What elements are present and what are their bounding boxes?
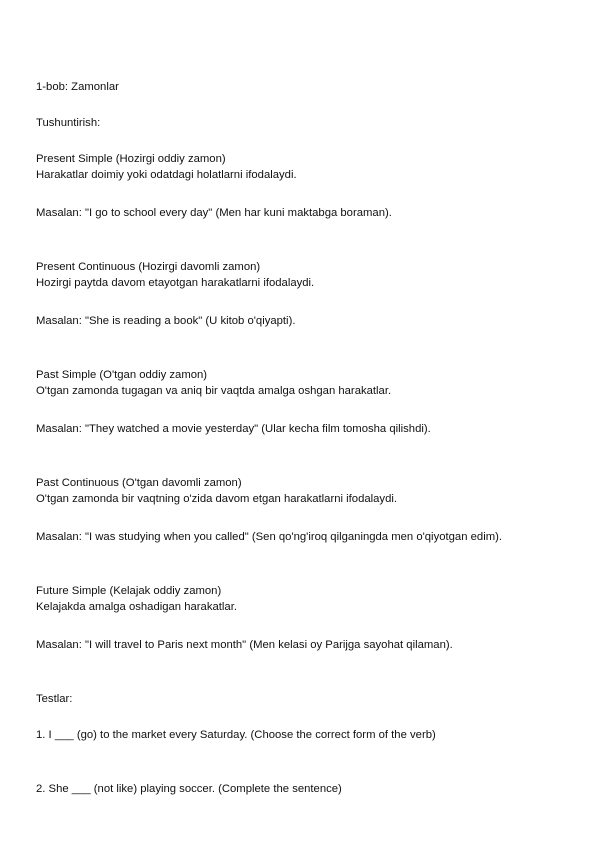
test-question: 2. She ___ (not like) playing soccer. (Complete the sentence) bbox=[36, 783, 342, 795]
tense-example: Masalan: "I was studying when you called" (Sen qo'ng'iroq qilganingda men o'qiyotgan edim). bbox=[36, 531, 503, 543]
tense-name: Present Continuous (Hozirgi davomli zamon) bbox=[36, 261, 261, 273]
tense-example: Masalan: "She is reading a book" (U kitob o'qiyapti). bbox=[36, 315, 296, 327]
tense-name: Present Simple (Hozirgi oddiy zamon) bbox=[36, 153, 226, 165]
tense-name: Past Simple (O'tgan oddiy zamon) bbox=[36, 369, 208, 381]
tense-description: O'tgan zamonda tugagan va aniq bir vaqtda amalga oshgan harakatlar. bbox=[36, 385, 392, 397]
explanation-heading: Tushuntirish: bbox=[36, 117, 101, 129]
tense-name: Future Simple (Kelajak oddiy zamon) bbox=[36, 585, 222, 597]
tense-example: Masalan: "They watched a movie yesterday" (Ular kecha film tomosha qilishdi). bbox=[36, 423, 431, 435]
tense-example: Masalan: "I go to school every day" (Men har kuni maktabga boraman). bbox=[36, 207, 392, 219]
tense-description: Harakatlar doimiy yoki odatdagi holatlarni ifodalaydi. bbox=[36, 169, 297, 181]
tests-heading: Testlar: bbox=[36, 693, 73, 705]
tense-description: Kelajakda amalga oshadigan harakatlar. bbox=[36, 601, 237, 613]
chapter-title: 1-bob: Zamonlar bbox=[36, 81, 119, 93]
tense-name: Past Continuous (O'tgan davomli zamon) bbox=[36, 477, 242, 489]
test-question: 1. I ___ (go) to the market every Saturday. (Choose the correct form of the verb) bbox=[36, 729, 436, 741]
tense-description: O'tgan zamonda bir vaqtning o'zida davom etgan harakatlarni ifodalaydi. bbox=[36, 493, 398, 505]
tense-description: Hozirgi paytda davom etayotgan harakatlarni ifodalaydi. bbox=[36, 277, 315, 289]
tense-example: Masalan: "I will travel to Paris next month" (Men kelasi oy Parijga sayohat qilaman). bbox=[36, 639, 453, 651]
